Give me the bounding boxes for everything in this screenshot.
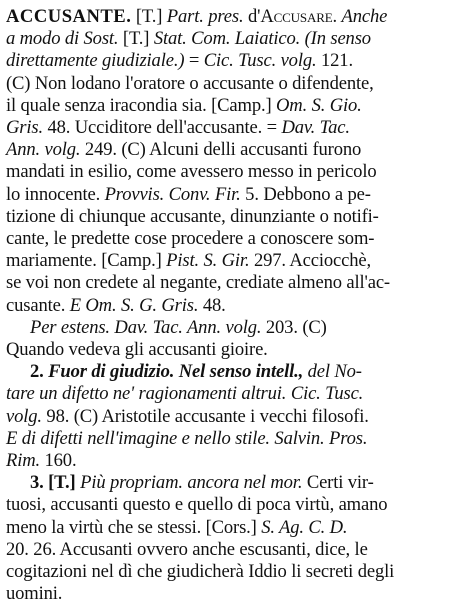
text-line	[6, 184, 466, 206]
text-line	[6, 272, 466, 294]
text-line	[6, 561, 466, 583]
source-citation: Per estens. Dav. Tac. Ann. volg.	[30, 316, 262, 338]
text-line	[6, 139, 466, 161]
label-tag: [T.]	[131, 6, 167, 27]
usage-note: a modo di Sost.	[6, 28, 119, 50]
quotation-text: se voi non credete al negante, crediate almeno all'ac-	[6, 272, 390, 294]
text-run: 160.	[40, 450, 77, 472]
sense-2-paragraph	[6, 361, 466, 472]
sense-note: E di difetti nell'imagine e nello stile.	[6, 427, 270, 449]
sense-note: direttamente giudiziale.)	[6, 50, 185, 72]
quotation-text: Certi vir-	[302, 472, 374, 494]
text-run: 203. (C)	[261, 316, 327, 338]
text-run: .	[332, 6, 342, 27]
quotation-text: cogitazioni nel dì che giudicherà Iddio li secreti degli	[6, 561, 395, 583]
quotation-text: uomini.	[6, 583, 63, 605]
source-citation: Cic. Tusc. volg.	[203, 50, 317, 72]
text-line	[6, 517, 466, 539]
headword: ACCUSANTE.	[6, 6, 132, 27]
quotation-text: 48. Ucciditore dell'accusante. =	[42, 117, 282, 139]
text-line	[6, 428, 466, 450]
text-line	[6, 295, 466, 317]
quotation-text: Quando vedeva gli accusanti gioire.	[6, 339, 268, 361]
sense-note: tare un difetto ne' ragionamenti altrui.	[6, 383, 287, 405]
quotation-text: (C) Non lodano l'oratore o accusante o difendente,	[6, 72, 374, 94]
quotation-text: mariamente. [Camp.]	[6, 250, 167, 272]
source-citation: Provvis. Conv. Fir.	[104, 183, 241, 205]
source-citation: Gris.	[6, 117, 43, 139]
quotation-text: tuosi, accusanti questo e quello di poca virtù, amano	[6, 494, 388, 516]
text-line	[6, 228, 466, 250]
text-run: =	[184, 50, 204, 72]
quotation-text: 249. (C) Alcuni delli accusanti furono	[80, 139, 362, 161]
sense-3-paragraph	[6, 472, 466, 605]
usage-note: Anche	[341, 6, 388, 27]
source-citation: Om. S. Gio.	[276, 94, 362, 116]
source-citation: S. Ag. C. D.	[261, 516, 348, 538]
text-line	[6, 450, 466, 472]
text-run: 121.	[316, 50, 353, 72]
text-line	[6, 117, 466, 139]
text-line	[6, 95, 466, 117]
text-line	[6, 494, 466, 516]
text-line	[6, 28, 466, 50]
text-line	[6, 73, 466, 95]
text-line	[6, 472, 466, 494]
extended-sense-paragraph	[6, 317, 466, 361]
root-verb: Accusare	[260, 6, 333, 27]
text-line	[6, 406, 466, 428]
source-citation: Cic. Tusc.	[290, 383, 364, 405]
quotation-text: cante, le predette cose procedere a conoscere som-	[6, 228, 375, 250]
grammar-note: Part. pres.	[166, 6, 244, 27]
sense-heading: Più propriam. ancora nel mor.	[80, 472, 303, 494]
text-line	[6, 161, 466, 183]
quotation-text: tizione di chiunque accusante, dinunziante o notifi-	[6, 205, 379, 227]
quotation-text: mandati in esilio, come avessero messo in pericolo	[6, 161, 377, 183]
text-line	[6, 339, 466, 361]
text-line	[6, 206, 466, 228]
quotation-text: 297. Acciocchè,	[249, 250, 371, 272]
source-citation: Salvin. Pros.	[274, 427, 368, 449]
source-citation: Dav. Tac.	[281, 117, 350, 139]
source-citation: Ann. volg.	[6, 139, 81, 161]
text-run: 48.	[198, 294, 226, 316]
text-line	[6, 6, 466, 28]
source-citation: E Om. S. G. Gris.	[69, 294, 199, 316]
text-line	[6, 317, 466, 339]
text-line	[6, 383, 466, 405]
quotation-text: 98. (C) Aristotile accusante i vecchi filosofi.	[41, 405, 369, 427]
quotation-text: il quale senza iracondia sia. [Camp.]	[6, 94, 277, 116]
text-line	[6, 361, 466, 383]
sense-number: 2.	[30, 361, 49, 383]
sense-heading: Fuor di giudizio. Nel senso intell.,	[48, 361, 304, 383]
text-line	[6, 250, 466, 272]
quotation-text: 5. Debbono a pe-	[240, 183, 371, 205]
text-line	[6, 583, 466, 605]
quotation-text: 20. 26. Accusanti ovvero anche escusanti, dice, le	[6, 538, 368, 560]
sense-note: del No-	[307, 361, 362, 383]
source-citation: Rim.	[6, 450, 41, 472]
sense-number: 3. [T.]	[30, 472, 81, 494]
quotation-text: meno la virtù che se stessi. [Cors.]	[6, 516, 262, 538]
text-line	[6, 539, 466, 561]
quotation-text: cusante.	[6, 294, 70, 316]
text-line	[6, 50, 466, 72]
quotation-text: lo innocente.	[6, 183, 105, 205]
text-run: d'	[243, 6, 261, 27]
entry-definition-paragraph	[6, 6, 466, 317]
source-citation: Stat. Com. Laiatico.	[153, 28, 301, 50]
sense-note: (In senso	[304, 28, 371, 50]
source-citation: volg.	[6, 405, 42, 427]
source-citation: Pist. S. Gir.	[166, 250, 250, 272]
label-tag: [T.]	[118, 28, 154, 50]
